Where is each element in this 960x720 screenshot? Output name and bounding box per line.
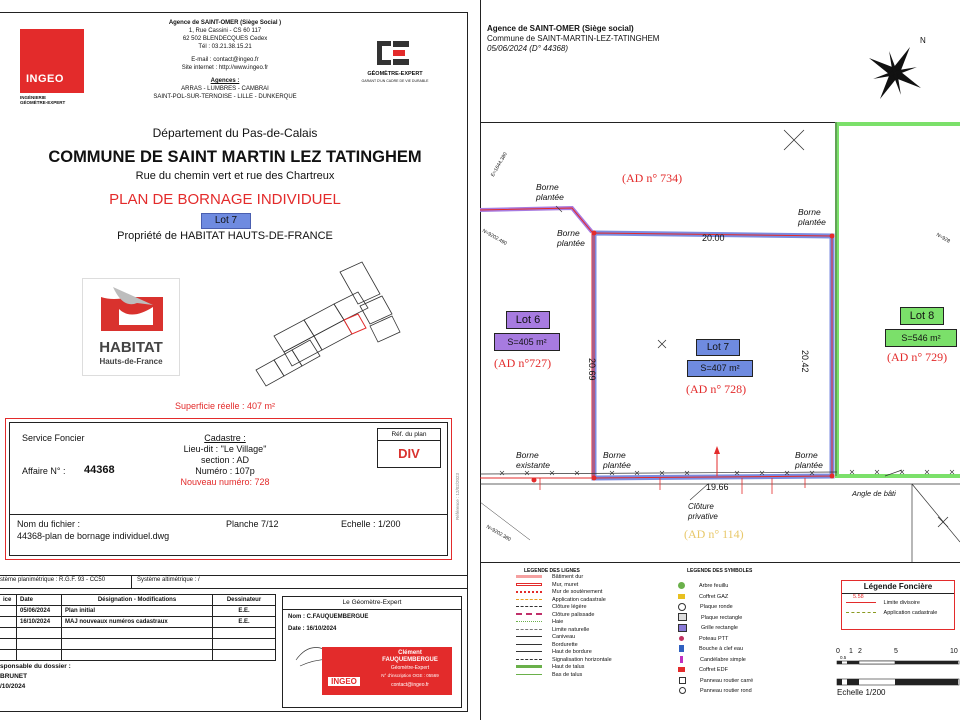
info-box-divider: [9, 514, 448, 515]
lot8-badge: Lot 8: [900, 307, 944, 325]
superficie: Superficie réelle : 407 m²: [174, 401, 276, 411]
legend-lines: [480, 574, 660, 679]
geometre-stamp: INGEO Clément FAUQUEMBERGUE Géomètre-Expert N° d'inscription OGE : 05569 contact@ingeo.fr: [322, 647, 452, 695]
commune-title: COMMUNE DE SAINT MARTIN LEZ TATINGHEM: [48, 148, 422, 166]
list-item: Application cadastrale: [480, 597, 660, 605]
legend-fonciere: Légende Foncière 5.58 Limite divisoire Application cadastrale: [841, 580, 955, 630]
borne-label-3: Borne plantée: [798, 207, 826, 227]
systems-divider: [131, 575, 132, 589]
scale-tick-1: 1: [849, 648, 853, 655]
planche: Planche 7/12: [226, 519, 279, 529]
fence-ticks: [540, 478, 805, 494]
lamp-post-icon: [680, 656, 683, 663]
list-item: Mur, muret: [480, 582, 660, 590]
list-item: Mur de soutènement: [480, 589, 660, 597]
modifications-table: ice Date Désignation - Modifications Dessinateur 05/06/2024 Plan initial E.E. 16/10/2024 MAJ nouveaux numéros cadastraux E.E.: [0, 594, 276, 661]
dim-right: 20.42: [800, 350, 810, 373]
system-alti: Système altimétrique : /: [137, 577, 200, 583]
water-valve-icon: [679, 645, 684, 652]
list-item: Caniveau: [480, 634, 660, 642]
list-item: Clôture palissade: [480, 612, 660, 620]
propriete: Propriété de HABITAT HAUTS-DE-FRANCE: [117, 230, 333, 242]
table-row: 05/06/2024 Plan initial E.E.: [0, 606, 276, 617]
round-plate-icon: [678, 603, 686, 611]
list-item: Haut de bordure: [480, 649, 660, 657]
scale-tick-0: 0: [836, 648, 840, 655]
scale-tick-2: 2: [858, 648, 862, 655]
geometre-expert-sub: GARANT D'UN CADRE DE VIE DURABLE: [361, 79, 429, 83]
edf-box-icon: [678, 667, 685, 672]
system-plani: stème planimétrique : R.G.F. 93 - CC50: [0, 577, 106, 583]
borne-label-6: Borne plantée: [795, 450, 823, 470]
lot-badge: Lot 7: [201, 213, 251, 229]
borne-label-1: Borne plantée: [536, 182, 564, 202]
plan-title: PLAN DE BORNAGE INDIVIDUEL: [109, 191, 341, 208]
fichier-label: Nom du fichier :: [17, 519, 81, 529]
responsable-block: sponsable du dossier : BRUNET /10/2024: [0, 660, 276, 712]
list-item: Bâtiment dur: [480, 574, 660, 582]
plan-header: Agence de SAINT-OMER (Siège social) Commune de SAINT-MARTIN-LEZ-TATINGHEM 05/06/2024 (D° 44368): [487, 24, 660, 53]
coord-4: N=928: [935, 232, 951, 245]
legend-symbols-title: LEGENDE DES SYMBOLES: [687, 568, 753, 574]
round-sign-icon: [679, 687, 686, 694]
list-item: Haut de talus: [480, 664, 660, 672]
list-item: Haie: [480, 619, 660, 627]
legend-symbols: Arbre feuillu Coffret GAZ Plaque ronde Plaque rectangle Grille rectangle Poteau PTT Bouche à clef eau Candélabre simple Coffret EDF Panneau routier carré Panneau routier rond: [678, 581, 798, 697]
borne-label-2: Borne plantée: [557, 228, 585, 248]
affaire-value: 44368: [84, 464, 115, 476]
dim-left: 20.69: [587, 358, 597, 381]
habitat-logo-mark: [83, 279, 179, 339]
affaire-label: Affaire N° :: [22, 466, 66, 476]
dim-top: 20.00: [702, 233, 725, 243]
ingeo-logo: INGEO: [20, 29, 84, 93]
departement: Département du Pas-de-Calais: [152, 126, 318, 140]
scale-tick-10: 10: [950, 648, 958, 655]
table-row: 16/10/2024 MAJ nouveaux numéros cadastraux E.E.: [0, 617, 276, 628]
tree-icon: [678, 582, 685, 589]
borne-label-4: Borne existante: [516, 450, 551, 470]
rect-plate-icon: [678, 613, 687, 621]
dim-bottom: 19.66: [706, 482, 729, 492]
list-item: Limite naturelle: [480, 627, 660, 635]
parcel-ad728: (AD n° 728): [686, 382, 747, 396]
plan-bottom-border: [480, 562, 960, 563]
list-item: Clôture légère: [480, 604, 660, 612]
square-sign-icon: [679, 677, 686, 684]
echelle: Echelle : 1/200: [341, 519, 401, 529]
list-item: Bordurette: [480, 642, 660, 650]
bornes-markers: [532, 231, 835, 483]
parcel-ad729: (AD n° 729): [887, 350, 948, 364]
parcel-ad114: (AD n° 114): [684, 527, 744, 541]
scale-tick-5: 5: [894, 648, 898, 655]
geometre-expert-logo: [373, 38, 417, 68]
agency-block: Agence de SAINT-OMER (Siège Social ) 1, Rue Cassini - CS 60 117 62 502 BLENDECQUES Cedex Tél : 03.21.38.15.21 E-mail : contact@ingeo.fr Site internet : http://www.ingeo.fr Agences : ARRAS - LUMBRES - CAMBRAI SAINT-POL-SUR-TERNOISE - LILLE - DUNKERQUE: [153, 20, 297, 100]
list-item: Bas de talus: [480, 672, 660, 680]
fichier-value: 44368-plan de bornage individuel.dwg: [17, 531, 170, 541]
grate-icon: [678, 624, 687, 632]
north-arrow-icon: [863, 35, 933, 105]
scale-bar: [836, 660, 960, 686]
parcel-ad727: (AD n°727): [494, 356, 552, 370]
lot7-badge: Lot 7: [696, 339, 740, 356]
ingeo-logo-sub: INGÉNIERIE GÉOMÈTRE-EXPERT: [20, 95, 66, 105]
ptt-pole-icon: [679, 636, 684, 641]
lot7-surface: S=407 m²: [687, 360, 753, 377]
north-label: N: [920, 36, 926, 45]
gas-box-icon: [678, 594, 685, 599]
scale-label: Echelle 1/200: [837, 688, 886, 697]
geometre-expert-label: GÉOMÈTRE-EXPERT: [367, 71, 423, 77]
cartouche-panel: [0, 0, 470, 720]
geometre-box: Le Géomètre-Expert Nom : C.FAUQUEMBERGUE Date : 16/10/2024: [282, 596, 462, 708]
legend-lines-title: LEGENDE DES LIGNES: [524, 568, 580, 574]
service-foncier: Service Foncier: [22, 433, 85, 443]
borne-label-5: Borne plantée: [603, 450, 631, 470]
scale-tick-05: 0.5: [840, 655, 847, 660]
ref-plan-box: Réf. du plan DIV: [377, 428, 441, 468]
cadastre-block: Cadastre : Lieu-dit : "Le Village" section : AD Numéro : 107p Nouveau numéro: 728: [180, 433, 270, 487]
coord-3: N=9202.380: [485, 524, 512, 543]
habitat-logo: HABITAT Hauts-de-France: [82, 278, 180, 376]
plan-panel: [480, 0, 960, 720]
angle-note: Angle de bâti: [852, 489, 896, 498]
location-sketch: [240, 258, 410, 398]
parcel-ad734: (AD n° 734): [622, 171, 683, 185]
lot8-surface: S=546 m²: [885, 329, 957, 347]
lot6-badge: Lot 6: [506, 311, 550, 329]
coord-1: E=1644.380: [490, 151, 509, 178]
cloture-note: Clôture privative: [688, 502, 718, 521]
side-note: Référence : 12/02/2023: [455, 472, 460, 520]
list-item: Signalisation horizontale: [480, 657, 660, 665]
coord-2: N=9202.490: [481, 228, 508, 247]
lot6-surface: S=405 m²: [494, 333, 560, 351]
rue: Rue du chemin vert et rue des Chartreux: [135, 170, 335, 182]
